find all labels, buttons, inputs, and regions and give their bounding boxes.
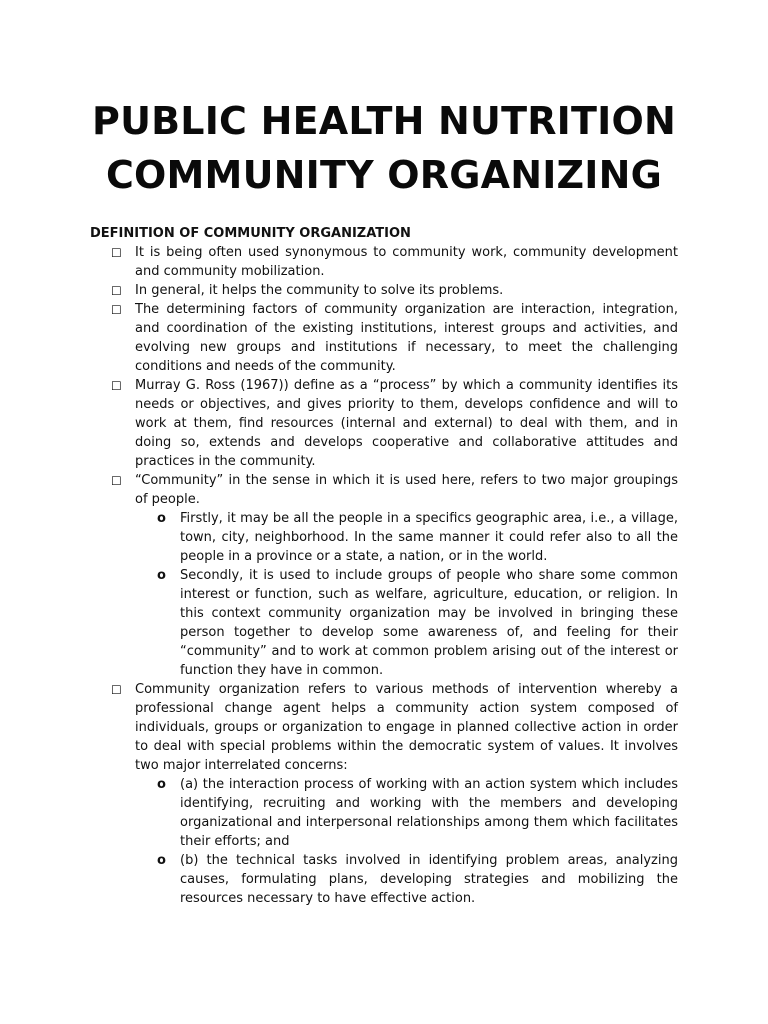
list-item-text: Community organization refers to various methods of intervention whereby a professional change agent helps a community action system composed of individuals, groups or organization to engage in planned collective action in order to deal with special problems within the democratic system of values. It involves two major interrelated concerns: [135, 682, 678, 773]
circle-bullet-icon: o [157, 853, 166, 868]
checkbox-bullet-icon: ☐ [111, 474, 122, 488]
list-item-text: In general, it helps the community to solve its problems. [135, 283, 504, 298]
document-body [90, 224, 678, 908]
list-item [90, 243, 678, 281]
page-title [0, 94, 768, 202]
sub-list-item [135, 851, 678, 908]
sub-bullet-list [135, 775, 678, 908]
checkbox-bullet-icon: ☐ [111, 303, 122, 317]
list-item-text: “Community” in the sense in which it is used here, refers to two major groupings of people. [135, 473, 678, 507]
checkbox-bullet-icon: ☐ [111, 683, 122, 697]
list-item [90, 376, 678, 471]
checkbox-bullet-icon: ☐ [111, 246, 122, 260]
circle-bullet-icon: o [157, 777, 166, 792]
sub-list-item-text: Firstly, it may be all the people in a specifics geographic area, i.e., a village, town, city, neighborhood. In the same manner it could refer also to all the people in a province or a state, a nation, or in the world. [180, 511, 678, 564]
checkbox-bullet-icon: ☐ [111, 379, 122, 393]
list-item [90, 300, 678, 376]
sub-list-item-text: Secondly, it is used to include groups of people who share some common interest or function, such as welfare, agriculture, education, or religion. In this context community organization may be involved in bringing these person together to develop some awareness of, and feeling for their “community” and to work at common problem arising out of the interest or function they have in common. [180, 568, 678, 678]
circle-bullet-icon: o [157, 511, 166, 526]
title-line-2: COMMUNITY ORGANIZING [105, 153, 663, 197]
sub-list-item [135, 566, 678, 680]
checkbox-bullet-icon: ☐ [111, 284, 122, 298]
list-item [90, 281, 678, 300]
list-item-text: It is being often used synonymous to community work, community development and community mobilization. [135, 245, 678, 279]
title-line-1: PUBLIC HEALTH NUTRITION [92, 99, 676, 143]
sub-bullet-list [135, 509, 678, 680]
bullet-list [90, 243, 678, 908]
sub-list-item-text: (a) the interaction process of working with an action system which includes identifying, recruiting and working with the members and developing organizational and interpersonal relationships among them which facilitates their efforts; and [180, 777, 678, 849]
sub-list-item-text: (b) the technical tasks involved in identifying problem areas, analyzing causes, formulating plans, developing strategies and mobilizing the resources necessary to have effective action. [180, 853, 678, 906]
list-item [90, 471, 678, 680]
list-item-text: The determining factors of community organization are interaction, integration, and coordination of the existing institutions, interest groups and activities, and evolving new groups and institutions if necessary, to meet the challenging conditions and needs of the community. [135, 302, 678, 374]
sub-list-item [135, 509, 678, 566]
sub-list-item [135, 775, 678, 851]
list-item [90, 680, 678, 908]
list-item-text: Murray G. Ross (1967)) define as a “process” by which a community identifies its needs or objectives, and gives priority to them, develops confidence and will to work at them, find resources (internal and external) to deal with them, and in doing so, extends and develops cooperative and collaborative attitudes and practices in the community. [135, 378, 678, 469]
circle-bullet-icon: o [157, 568, 166, 583]
section-heading: DEFINITION OF COMMUNITY ORGANIZATION [90, 226, 411, 241]
